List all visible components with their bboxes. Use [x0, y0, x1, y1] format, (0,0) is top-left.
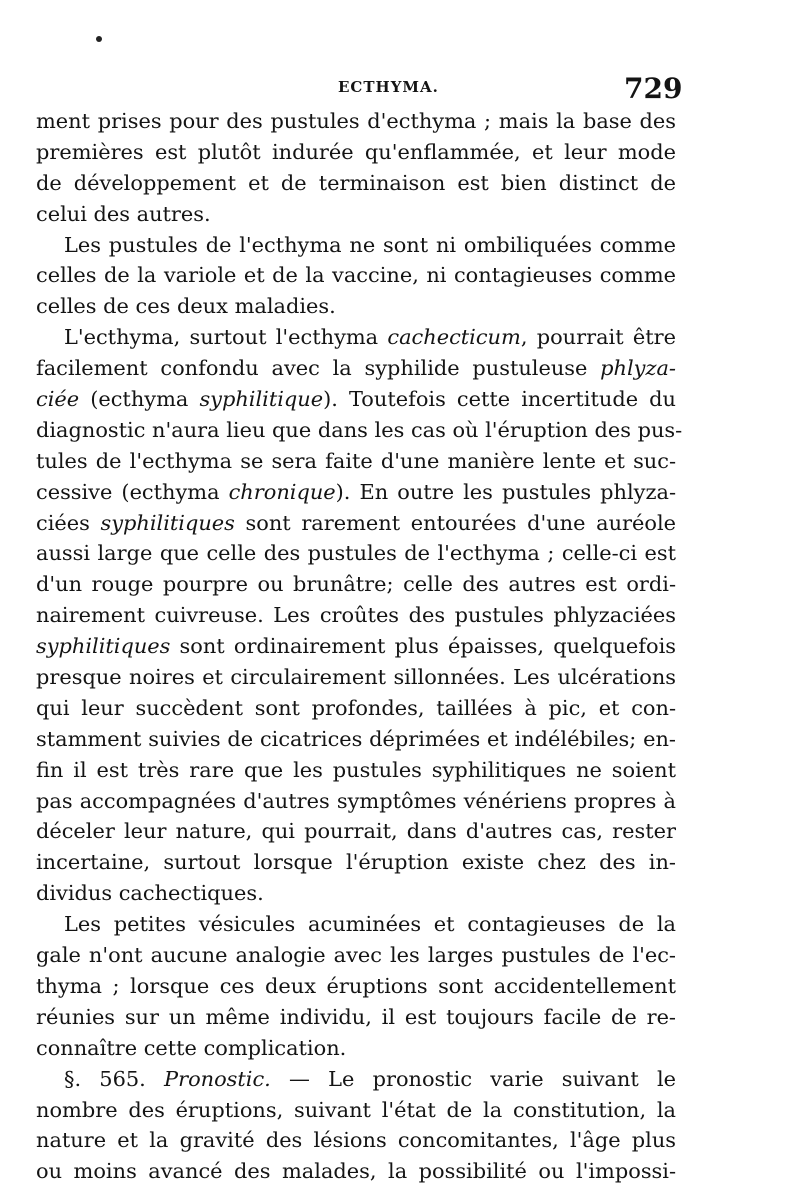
- text-run: §. 565.: [64, 1066, 165, 1091]
- text-run: d'un rouge pourpre ou brunâtre; celle des autres est ordi-: [36, 572, 676, 597]
- text-run: stamment suivies de cicatrices déprimées et indélébiles; en-: [36, 726, 676, 751]
- text-run: ). En outre les pustules phlyza-: [335, 479, 676, 504]
- text-run: réunies sur un même individu, il est toujours facile de re-: [36, 1004, 676, 1029]
- text-run: premières est plutôt indurée qu'enflammée, et leur mode: [36, 139, 676, 164]
- text-run: pas accompagnées d'autres symptômes vénériens propres à: [36, 788, 676, 813]
- text-run: ment prises pour des pustules d'ecthyma ; mais la base des: [36, 109, 676, 133]
- italic-text: chronique: [228, 479, 336, 504]
- text-line: [36, 971, 676, 1002]
- text-run: sont rarement entourées d'une auréole: [234, 510, 677, 535]
- italic-text: syphilitiques: [100, 510, 235, 535]
- text-run: ou moins avancé des malades, la possibilité ou l'impossi-: [36, 1159, 676, 1184]
- text-line: [36, 786, 676, 817]
- italic-text: syphilitique: [199, 387, 324, 412]
- text-line: [36, 600, 676, 631]
- text-run: sont ordinairement plus épaisses, quelquefois: [170, 634, 676, 659]
- text-line: [36, 415, 683, 446]
- text-run: Les petites vésicules acuminées et contagieuses de la: [64, 912, 676, 937]
- italic-text: Pronostic.: [164, 1066, 271, 1091]
- text-run: — Le pronostic varie suivant le: [270, 1066, 676, 1091]
- text-run: facilement confondu avec la syphilide pustuleuse: [36, 356, 601, 381]
- text-run: cessive (ecthyma: [36, 479, 229, 504]
- text-line: [36, 1156, 676, 1187]
- text-line: [36, 878, 676, 909]
- text-line: [36, 230, 676, 261]
- text-line: [36, 199, 676, 230]
- text-line: [36, 724, 676, 755]
- text-line: [36, 260, 676, 291]
- text-run: incertaine, surtout lorsque l'éruption existe chez des in-: [36, 850, 676, 875]
- text-line: [36, 1064, 676, 1095]
- text-run: ciées: [36, 510, 101, 535]
- page-number: 729: [624, 72, 683, 105]
- text-run: connaître cette complication.: [36, 1035, 347, 1060]
- body-text: [36, 106, 683, 1187]
- ink-dot: [96, 36, 102, 42]
- italic-text: ciée: [36, 387, 80, 412]
- text-line: [36, 662, 676, 693]
- text-line: [36, 631, 676, 662]
- text-run: celles de la variole et de la vaccine, ni contagieuses comme: [36, 263, 676, 288]
- italic-text: syphilitiques: [36, 634, 171, 659]
- text-line: [36, 477, 676, 508]
- text-run: aussi large que celle des pustules de l'ecthyma ; celle-ci est: [36, 541, 676, 566]
- text-run: nature et la gravité des lésions concomitantes, l'âge plus: [36, 1128, 676, 1153]
- text-line: [36, 693, 676, 724]
- text-line: [36, 106, 676, 137]
- text-run: celles de ces deux maladies.: [36, 294, 336, 319]
- text-line: [36, 137, 676, 168]
- text-run: ). Toutefois cette incertitude du: [323, 387, 676, 412]
- italic-text: phlyza-: [600, 356, 676, 381]
- text-line: [36, 816, 676, 847]
- text-run: (ecthyma: [79, 387, 200, 412]
- text-line: [36, 291, 676, 322]
- text-line: [36, 909, 676, 940]
- text-run: nombre des éruptions, suivant l'état de la constitution, la: [36, 1097, 676, 1122]
- text-run: celui des autres.: [36, 201, 211, 226]
- text-line: [36, 1033, 676, 1064]
- text-line: [36, 322, 676, 353]
- text-run: qui leur succèdent sont profondes, taillées à pic, et con-: [36, 695, 676, 720]
- text-run: déceler leur nature, qui pourrait, dans d'autres cas, rester: [36, 819, 676, 844]
- text-line: [36, 1125, 676, 1156]
- text-run: Les pustules de l'ecthyma ne sont ni ombiliquées comme: [64, 232, 676, 257]
- text-line: [36, 446, 676, 477]
- text-run: gale n'ont aucune analogie avec les larges pustules de l'ec-: [36, 943, 676, 968]
- italic-text: cachecticum: [387, 325, 521, 350]
- running-title: ECTHYMA.: [338, 78, 439, 96]
- text-run: nairement cuivreuse. Les croûtes des pustules phlyzaciées: [36, 603, 676, 628]
- text-line: [36, 508, 676, 539]
- text-line: [36, 940, 676, 971]
- text-run: dividus cachectiques.: [36, 881, 264, 906]
- text-line: [36, 847, 676, 878]
- text-line: [36, 168, 676, 199]
- text-line: [36, 1002, 676, 1033]
- text-run: presque noires et circulairement sillonnées. Les ulcérations: [36, 665, 676, 690]
- text-run: diagnostic n'aura lieu que dans les cas où l'éruption des pus-: [36, 417, 683, 442]
- text-line: [36, 538, 676, 569]
- text-line: [36, 569, 676, 600]
- text-line: [36, 353, 676, 384]
- text-run: L'ecthyma, surtout l'ecthyma: [64, 325, 388, 350]
- text-line: [36, 755, 676, 786]
- text-line: [36, 1095, 676, 1126]
- text-line: [36, 384, 676, 415]
- text-run: tules de l'ecthyma se sera faite d'une manière lente et suc-: [36, 448, 676, 473]
- text-run: thyma ; lorsque ces deux éruptions sont accidentellement: [36, 973, 676, 998]
- text-run: , pourrait être: [520, 325, 677, 350]
- text-run: fin il est très rare que les pustules syphilitiques ne soient: [36, 757, 676, 782]
- text-run: de développement et de terminaison est bien distinct de: [36, 170, 676, 195]
